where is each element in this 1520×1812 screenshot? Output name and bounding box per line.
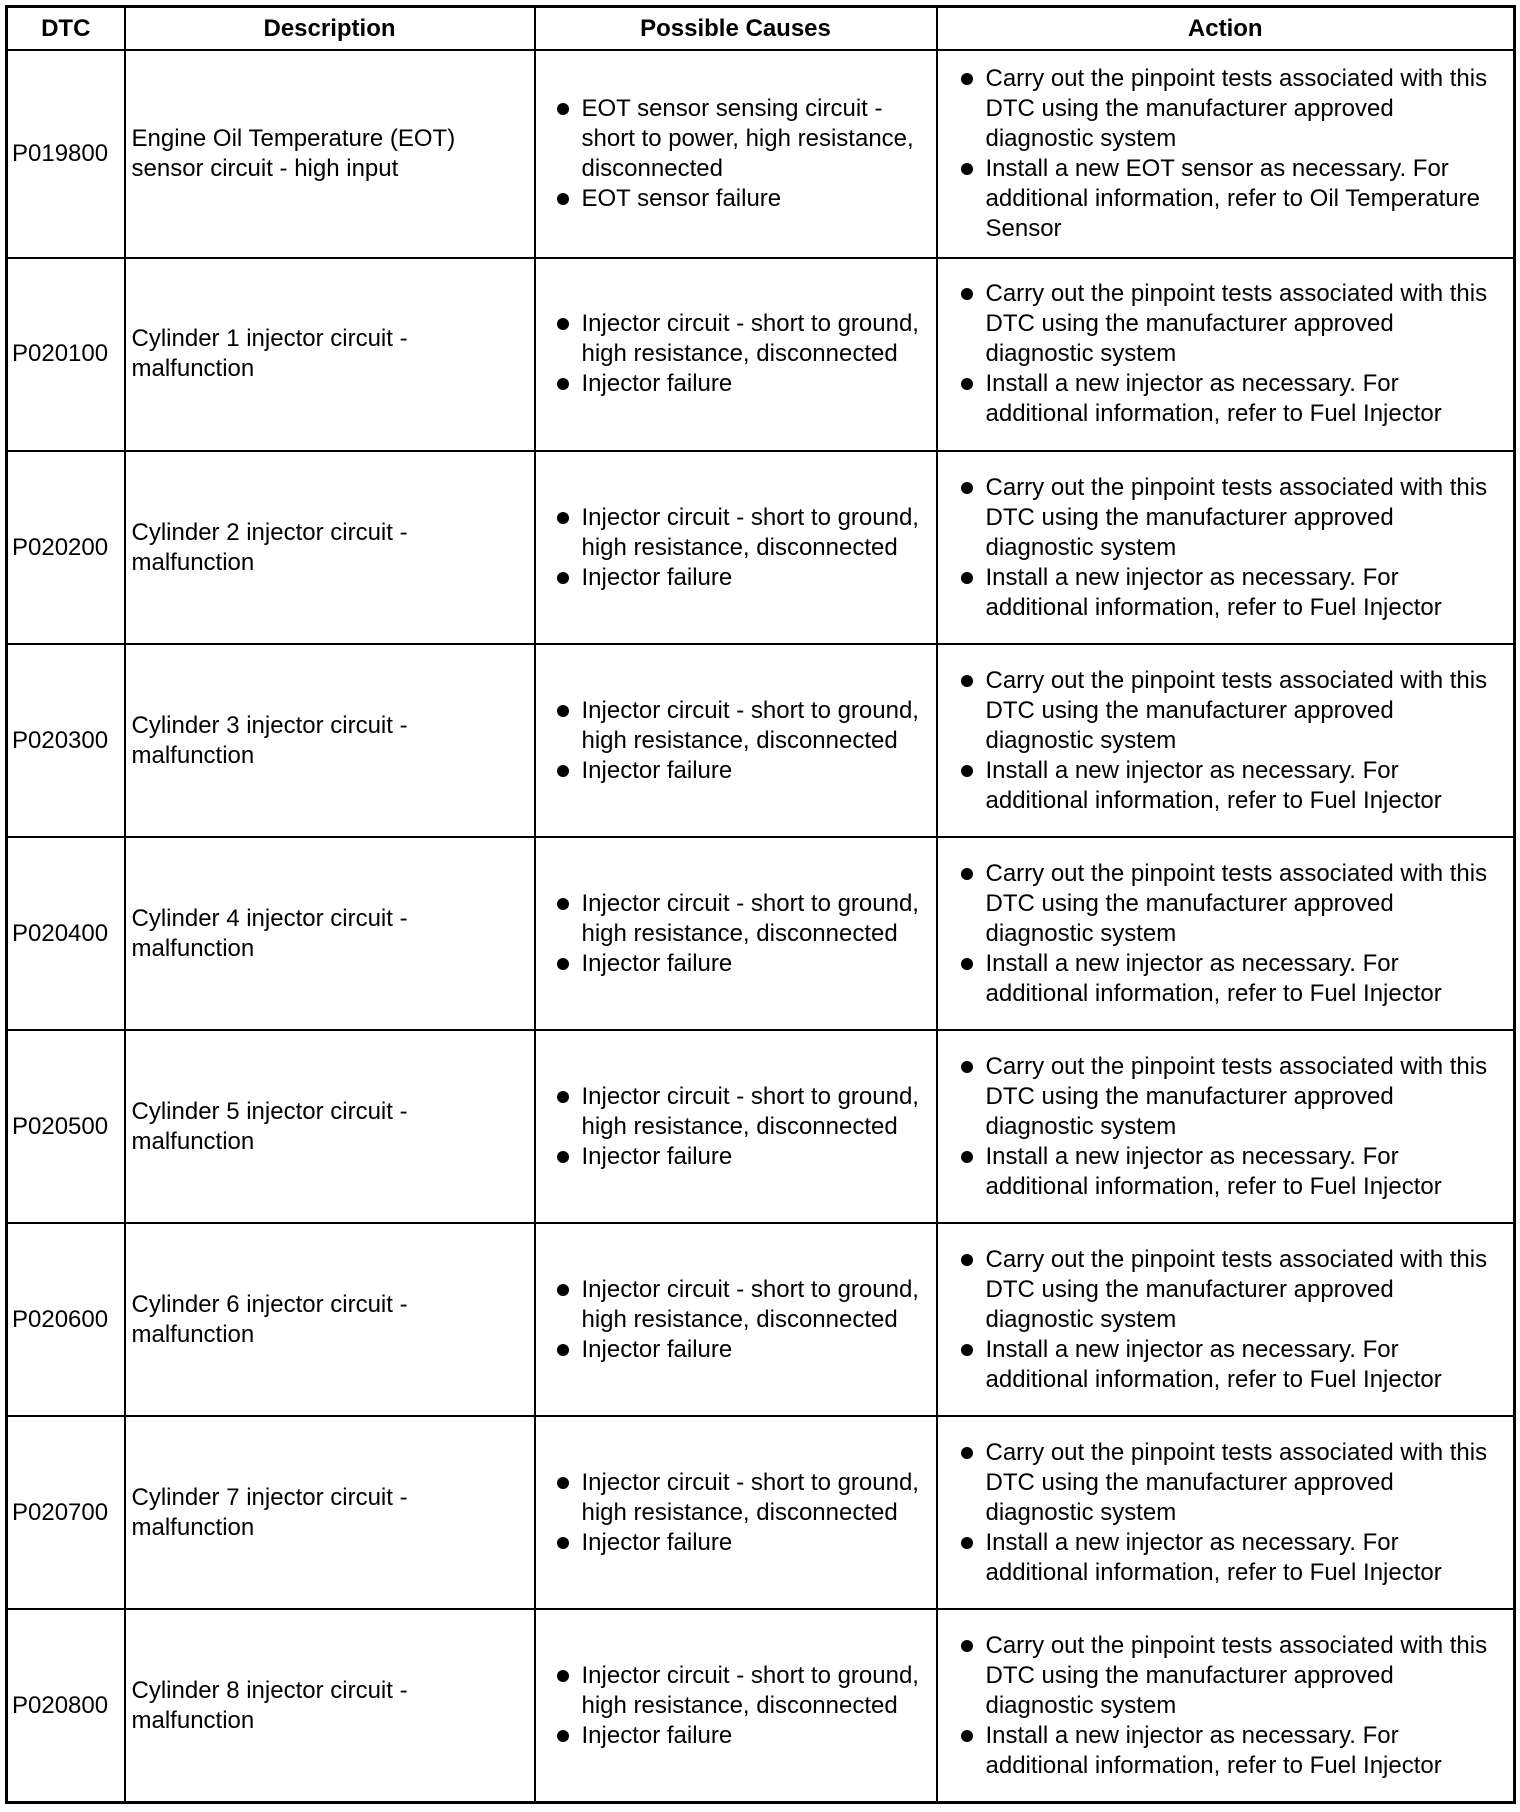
actions-list	[958, 859, 1508, 1009]
dtc-description: Cylinder 1 injector circuit - malfunction	[125, 258, 535, 451]
action-item: Carry out the pinpoint tests associated with this DTC using the manufacturer approved diagnostic system	[958, 1631, 1508, 1721]
header-possible-causes: Possible Causes	[535, 7, 937, 51]
causes-list	[554, 889, 930, 979]
possible-causes-cell	[535, 50, 937, 258]
cause-item: Injector failure	[554, 1528, 930, 1558]
action-item: Install a new injector as necessary. For additional information, refer to Fuel Injector	[958, 1721, 1508, 1781]
causes-list	[554, 1661, 930, 1751]
causes-list	[554, 1082, 930, 1172]
cause-item: Injector failure	[554, 563, 930, 593]
cause-item: Injector circuit - short to ground, high resistance, disconnected	[554, 696, 930, 756]
dtc-description: Cylinder 7 injector circuit - malfunction	[125, 1416, 535, 1609]
cause-item: Injector failure	[554, 1335, 930, 1365]
action-cell	[937, 644, 1515, 837]
dtc-code: P020100	[7, 258, 125, 451]
action-item: Install a new injector as necessary. For additional information, refer to Fuel Injector	[958, 369, 1508, 429]
dtc-code: P020500	[7, 1030, 125, 1223]
table-row	[7, 644, 1515, 837]
action-item: Install a new injector as necessary. For additional information, refer to Fuel Injector	[958, 563, 1508, 623]
table-row	[7, 1223, 1515, 1416]
dtc-code: P020800	[7, 1609, 125, 1802]
action-item: Carry out the pinpoint tests associated with this DTC using the manufacturer approved diagnostic system	[958, 1052, 1508, 1142]
cause-item: Injector circuit - short to ground, high resistance, disconnected	[554, 1082, 930, 1142]
action-item: Carry out the pinpoint tests associated with this DTC using the manufacturer approved diagnostic system	[958, 1245, 1508, 1335]
cause-item: Injector failure	[554, 1142, 930, 1172]
table-header	[7, 7, 1515, 51]
possible-causes-cell	[535, 644, 937, 837]
actions-list	[958, 64, 1508, 244]
dtc-description: Cylinder 8 injector circuit - malfunction	[125, 1609, 535, 1802]
header-row	[7, 7, 1515, 51]
action-item: Carry out the pinpoint tests associated with this DTC using the manufacturer approved diagnostic system	[958, 64, 1508, 154]
dtc-description: Cylinder 2 injector circuit - malfunction	[125, 451, 535, 644]
action-item: Carry out the pinpoint tests associated with this DTC using the manufacturer approved diagnostic system	[958, 1438, 1508, 1528]
cause-item: Injector circuit - short to ground, high resistance, disconnected	[554, 1275, 930, 1335]
action-item: Install a new injector as necessary. For additional information, refer to Fuel Injector	[958, 1528, 1508, 1588]
actions-list	[958, 279, 1508, 429]
cause-item: Injector circuit - short to ground, high resistance, disconnected	[554, 1468, 930, 1528]
action-cell	[937, 50, 1515, 258]
action-item: Carry out the pinpoint tests associated with this DTC using the manufacturer approved diagnostic system	[958, 859, 1508, 949]
table-row	[7, 837, 1515, 1030]
causes-list	[554, 696, 930, 786]
action-cell	[937, 1609, 1515, 1802]
action-cell	[937, 1030, 1515, 1223]
actions-list	[958, 1052, 1508, 1202]
action-item: Install a new injector as necessary. For additional information, refer to Fuel Injector	[958, 756, 1508, 816]
actions-list	[958, 473, 1508, 623]
dtc-description: Cylinder 4 injector circuit - malfunction	[125, 837, 535, 1030]
causes-list	[554, 309, 930, 399]
possible-causes-cell	[535, 1416, 937, 1609]
dtc-code: P019800	[7, 50, 125, 258]
cause-item: Injector circuit - short to ground, high resistance, disconnected	[554, 503, 930, 563]
possible-causes-cell	[535, 837, 937, 1030]
table-row	[7, 1030, 1515, 1223]
action-item: Install a new injector as necessary. For additional information, refer to Fuel Injector	[958, 949, 1508, 1009]
causes-list	[554, 94, 930, 214]
dtc-description: Cylinder 6 injector circuit - malfunction	[125, 1223, 535, 1416]
header-action: Action	[937, 7, 1515, 51]
cause-item: Injector circuit - short to ground, high resistance, disconnected	[554, 889, 930, 949]
action-item: Install a new injector as necessary. For additional information, refer to Fuel Injector	[958, 1142, 1508, 1202]
table-row	[7, 50, 1515, 258]
action-item: Carry out the pinpoint tests associated with this DTC using the manufacturer approved diagnostic system	[958, 279, 1508, 369]
cause-item: Injector failure	[554, 949, 930, 979]
action-cell	[937, 451, 1515, 644]
dtc-code: P020400	[7, 837, 125, 1030]
header-description: Description	[125, 7, 535, 51]
possible-causes-cell	[535, 1030, 937, 1223]
causes-list	[554, 503, 930, 593]
dtc-code: P020300	[7, 644, 125, 837]
possible-causes-cell	[535, 451, 937, 644]
table-row	[7, 258, 1515, 451]
causes-list	[554, 1468, 930, 1558]
action-cell	[937, 837, 1515, 1030]
action-cell	[937, 1223, 1515, 1416]
dtc-description: Engine Oil Temperature (EOT) sensor circuit - high input	[125, 50, 535, 258]
dtc-code: P020700	[7, 1416, 125, 1609]
table-row	[7, 451, 1515, 644]
actions-list	[958, 1245, 1508, 1395]
actions-list	[958, 1631, 1508, 1781]
action-item: Carry out the pinpoint tests associated with this DTC using the manufacturer approved diagnostic system	[958, 666, 1508, 756]
action-item: Carry out the pinpoint tests associated with this DTC using the manufacturer approved diagnostic system	[958, 473, 1508, 563]
dtc-description: Cylinder 3 injector circuit - malfunction	[125, 644, 535, 837]
action-item: Install a new EOT sensor as necessary. For additional information, refer to Oil Temperature Sensor	[958, 154, 1508, 244]
action-cell	[937, 1416, 1515, 1609]
cause-item: Injector failure	[554, 369, 930, 399]
action-item: Install a new injector as necessary. For additional information, refer to Fuel Injector	[958, 1335, 1508, 1395]
dtc-code: P020200	[7, 451, 125, 644]
cause-item: Injector circuit - short to ground, high resistance, disconnected	[554, 1661, 930, 1721]
dtc-code: P020600	[7, 1223, 125, 1416]
cause-item: Injector failure	[554, 1721, 930, 1751]
cause-item: Injector circuit - short to ground, high resistance, disconnected	[554, 309, 930, 369]
cause-item: EOT sensor sensing circuit - short to power, high resistance, disconnected	[554, 94, 930, 184]
possible-causes-cell	[535, 258, 937, 451]
actions-list	[958, 1438, 1508, 1588]
table-row	[7, 1609, 1515, 1802]
actions-list	[958, 666, 1508, 816]
header-dtc: DTC	[7, 7, 125, 51]
possible-causes-cell	[535, 1609, 937, 1802]
table-body	[7, 50, 1515, 1803]
table-row	[7, 1416, 1515, 1609]
dtc-table	[5, 5, 1516, 1804]
cause-item: EOT sensor failure	[554, 184, 930, 214]
cause-item: Injector failure	[554, 756, 930, 786]
dtc-description: Cylinder 5 injector circuit - malfunction	[125, 1030, 535, 1223]
action-cell	[937, 258, 1515, 451]
causes-list	[554, 1275, 930, 1365]
possible-causes-cell	[535, 1223, 937, 1416]
